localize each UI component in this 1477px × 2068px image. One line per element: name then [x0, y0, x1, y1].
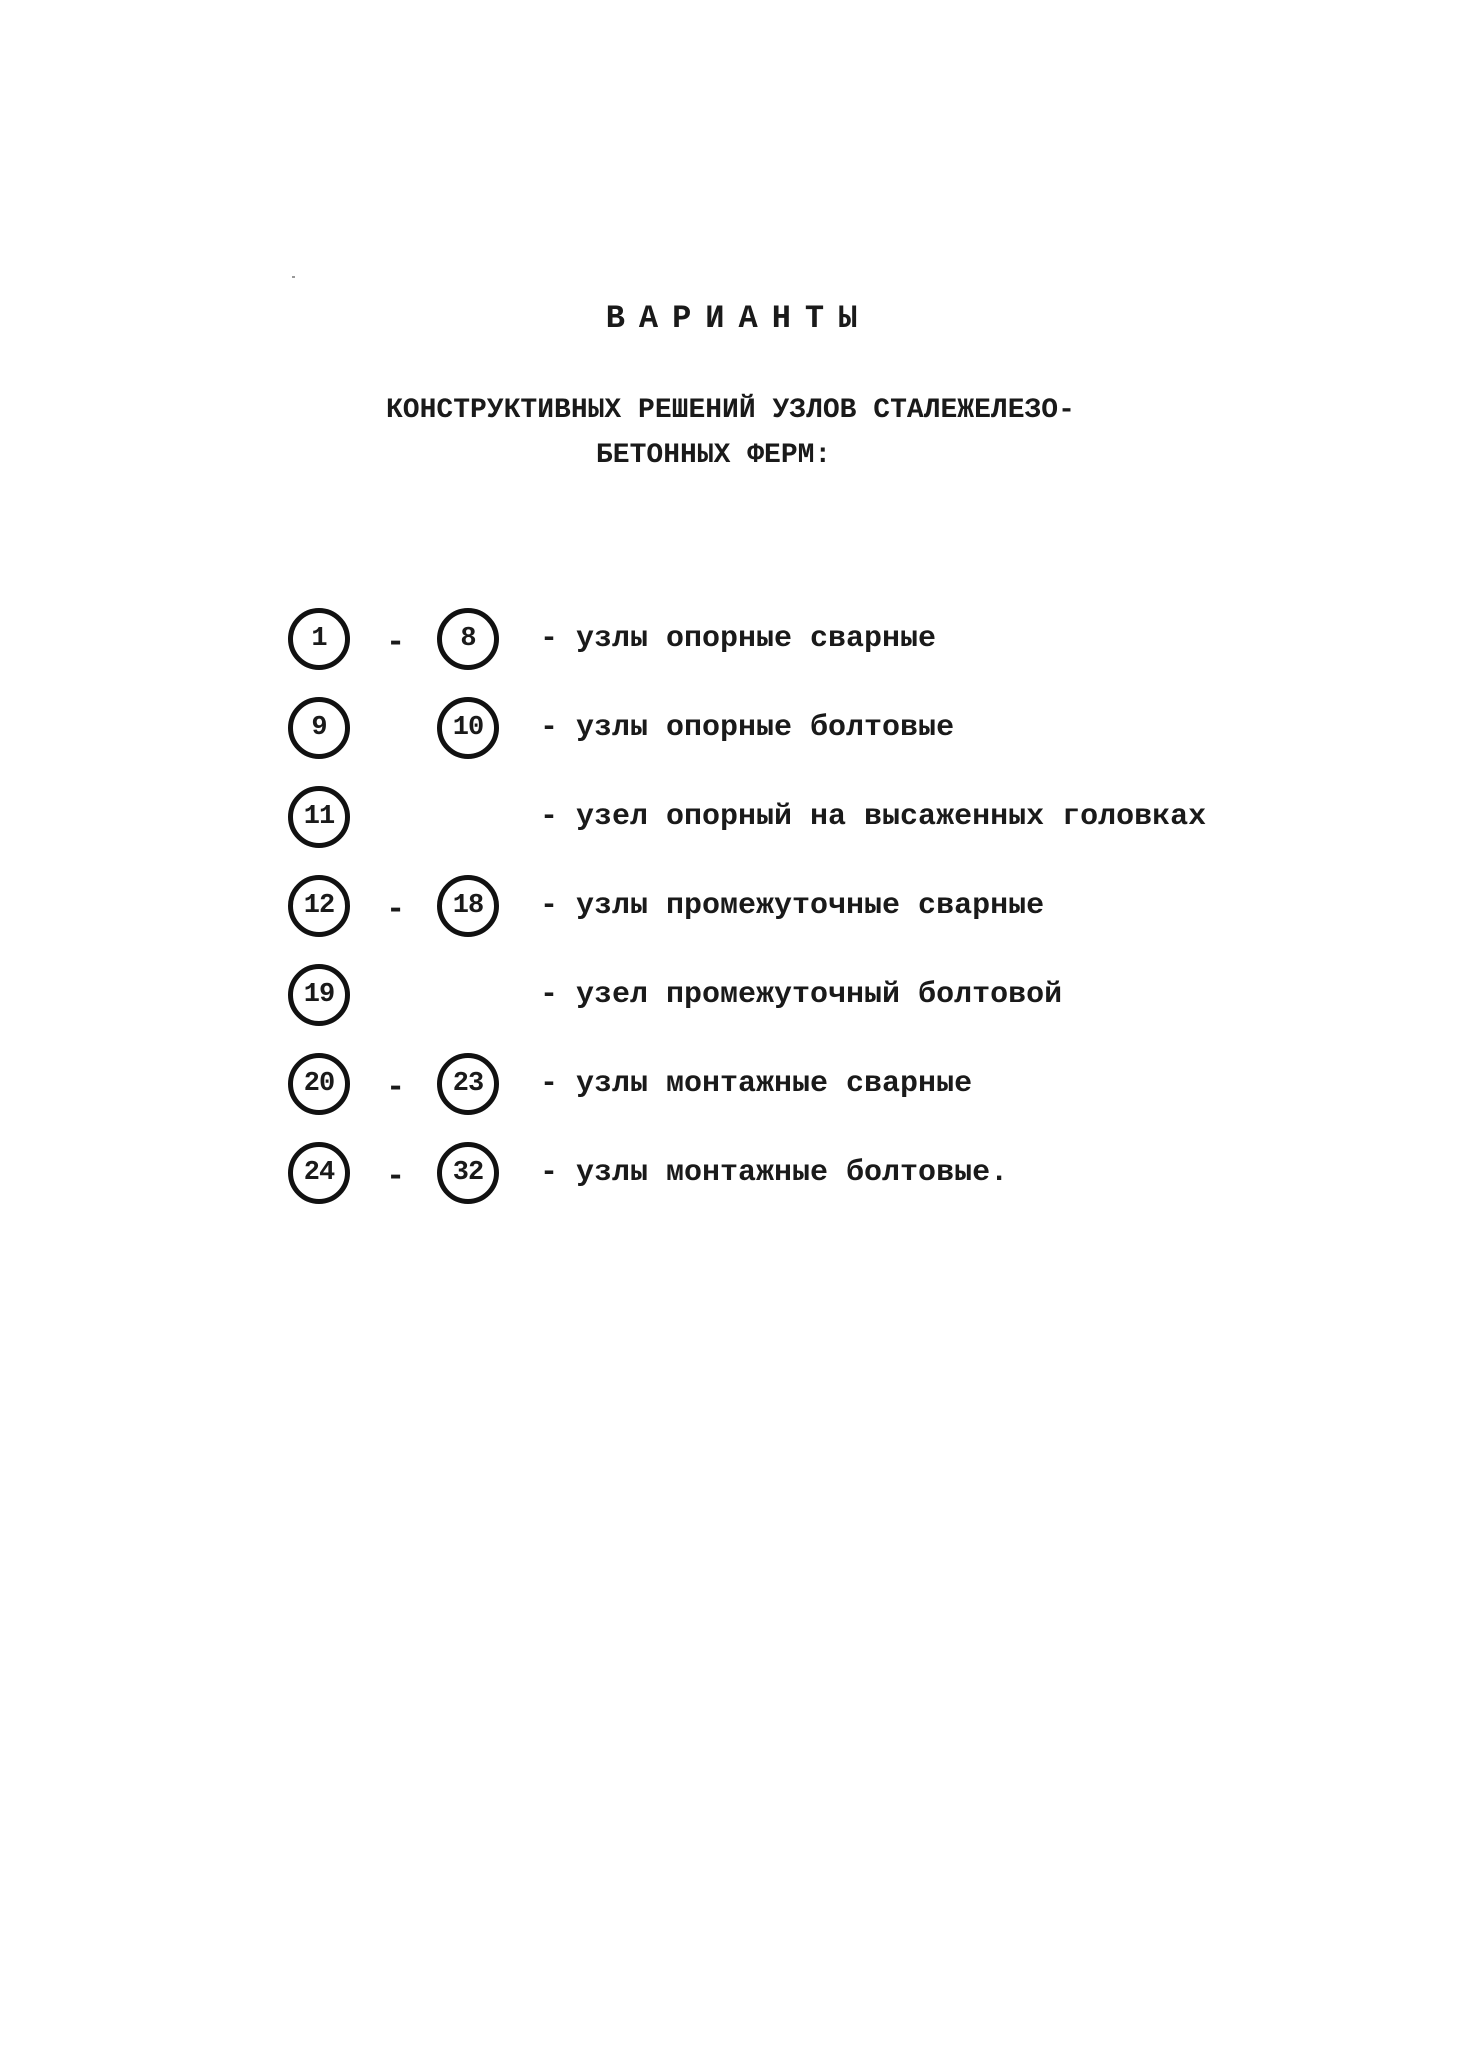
document-title: ВАРИАНТЫ — [605, 300, 872, 337]
node-number-to: 8 — [437, 608, 499, 670]
list-item — [0, 1142, 1477, 1222]
list-item — [0, 1053, 1477, 1133]
node-number-from: 20 — [288, 1053, 350, 1115]
node-description: - узел опорный на высаженных головках — [540, 800, 1207, 834]
range-dash: - — [386, 624, 406, 661]
document-subtitle-line-1: КОНСТРУКТИВНЫХ РЕШЕНИЙ УЗЛОВ СТАЛЕЖЕЛЕЗО- — [386, 395, 1075, 426]
node-description: - узел промежуточный болтовой — [540, 978, 1063, 1012]
node-number-to: 23 — [437, 1053, 499, 1115]
node-number-to: 18 — [437, 875, 499, 937]
list-item — [0, 608, 1477, 688]
node-number-from: 9 — [288, 697, 350, 759]
node-description: - узлы монтажные сварные — [540, 1067, 973, 1101]
node-number-from: 12 — [288, 875, 350, 937]
list-item — [0, 697, 1477, 777]
node-description: - узлы промежуточные сварные — [540, 889, 1045, 923]
range-dash: - — [386, 891, 406, 928]
node-number-to: 10 — [437, 697, 499, 759]
document-subtitle-line-2: БЕТОННЫХ ФЕРМ: — [596, 440, 832, 471]
node-number-from: 24 — [288, 1142, 350, 1204]
node-description: - узлы монтажные болтовые. — [540, 1156, 1009, 1190]
list-item — [0, 786, 1477, 866]
range-dash: - — [386, 1158, 406, 1195]
node-number-from: 19 — [288, 964, 350, 1026]
list-item — [0, 964, 1477, 1044]
node-number-from: 11 — [288, 786, 350, 848]
node-description: - узлы опорные сварные — [540, 622, 937, 656]
node-number-from: 1 — [288, 608, 350, 670]
list-item — [0, 875, 1477, 955]
node-description: - узлы опорные болтовые — [540, 711, 955, 745]
node-number-to: 32 — [437, 1142, 499, 1204]
range-dash: - — [386, 1069, 406, 1106]
scan-speck — [292, 276, 295, 278]
